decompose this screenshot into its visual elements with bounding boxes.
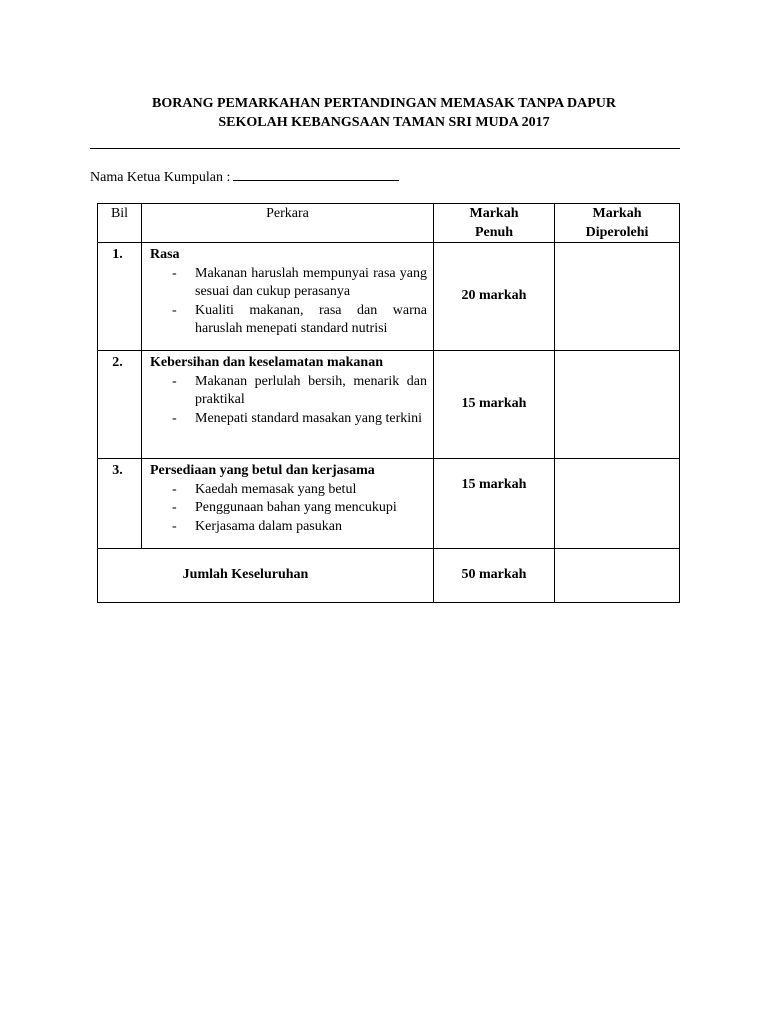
criterion-point: - Kualiti makanan, rasa dan warna haruslah menepati standard nutrisi bbox=[172, 302, 427, 336]
criterion-point: - Kaedah memasak yang betul bbox=[172, 481, 427, 500]
criterion-title: Kebersihan dan keselamatan makanan bbox=[150, 355, 383, 370]
bullet-dash: - bbox=[172, 265, 177, 281]
criterion-point: - Kerjasama dalam pasukan bbox=[172, 518, 427, 537]
criterion-title: Persediaan yang betul dan kerjasama bbox=[150, 463, 375, 478]
row-perkara bbox=[142, 351, 434, 459]
school-name: SEKOLAH KEBANGSAAN TAMAN SRI MUDA 2017 bbox=[218, 115, 550, 130]
row-markah-diperolehi-cell[interactable] bbox=[555, 459, 680, 549]
row-bil: 2. bbox=[98, 351, 142, 459]
header-markah-diperolehi bbox=[555, 204, 680, 243]
header-bil: Bil bbox=[98, 204, 142, 243]
bullet-dash: - bbox=[172, 302, 177, 318]
criterion-point: - Menepati standard masakan yang terkini bbox=[172, 410, 427, 429]
leader-name-field bbox=[90, 167, 399, 187]
criterion-points bbox=[150, 481, 427, 537]
total-label: Jumlah Keseluruhan bbox=[98, 549, 434, 603]
table-row bbox=[98, 351, 680, 459]
header-perkara: Perkara bbox=[142, 204, 434, 243]
row-markah-diperolehi-cell[interactable] bbox=[555, 351, 680, 459]
bullet-dash: - bbox=[172, 500, 177, 515]
criterion-title: Rasa bbox=[150, 247, 180, 262]
leader-name-label: Nama Ketua Kumpulan : bbox=[90, 170, 231, 185]
row-perkara bbox=[142, 459, 434, 549]
bullet-dash: - bbox=[172, 373, 177, 389]
criterion-point: - Makanan perlulah bersih, menarik dan praktikal bbox=[172, 373, 427, 407]
criterion-point: - Penggunaan bahan yang mencukupi bbox=[172, 499, 427, 518]
row-perkara bbox=[142, 243, 434, 351]
row-bil: 3. bbox=[98, 459, 142, 549]
bullet-dash: - bbox=[172, 410, 177, 426]
header-markah-penuh bbox=[434, 204, 555, 243]
header-markah-diperolehi-line1: Markah bbox=[592, 206, 642, 221]
criterion-points bbox=[150, 373, 427, 429]
table-total-row bbox=[98, 549, 680, 603]
row-markah-penuh: 15 markah bbox=[434, 459, 555, 549]
header-markah-diperolehi-line2: Diperolehi bbox=[585, 224, 649, 240]
bullet-dash: - bbox=[172, 481, 177, 497]
row-markah-diperolehi-cell[interactable] bbox=[555, 243, 680, 351]
form-title: BORANG PEMARKAHAN PERTANDINGAN MEMASAK TANPA DAPUR bbox=[152, 96, 616, 111]
total-markah-penuh: 50 markah bbox=[434, 549, 555, 603]
header-markah-penuh-line2: Penuh bbox=[474, 224, 514, 240]
header-markah-penuh-line1: Markah bbox=[469, 206, 519, 221]
row-markah-penuh: 20 markah bbox=[434, 243, 555, 351]
scoring-table bbox=[97, 203, 680, 603]
criterion-points bbox=[150, 265, 427, 339]
row-markah-penuh: 15 markah bbox=[434, 351, 555, 459]
criterion-point: - Makanan haruslah mempunyai rasa yang sesuai dan cukup perasanya bbox=[172, 265, 427, 299]
leader-name-blank[interactable] bbox=[233, 167, 399, 181]
total-markah-diperolehi-cell[interactable] bbox=[555, 549, 680, 603]
table-row bbox=[98, 243, 680, 351]
table-header-row bbox=[98, 204, 680, 243]
header-divider bbox=[90, 148, 680, 149]
row-bil: 1. bbox=[98, 243, 142, 351]
bullet-dash: - bbox=[172, 518, 177, 534]
table-row bbox=[98, 459, 680, 549]
